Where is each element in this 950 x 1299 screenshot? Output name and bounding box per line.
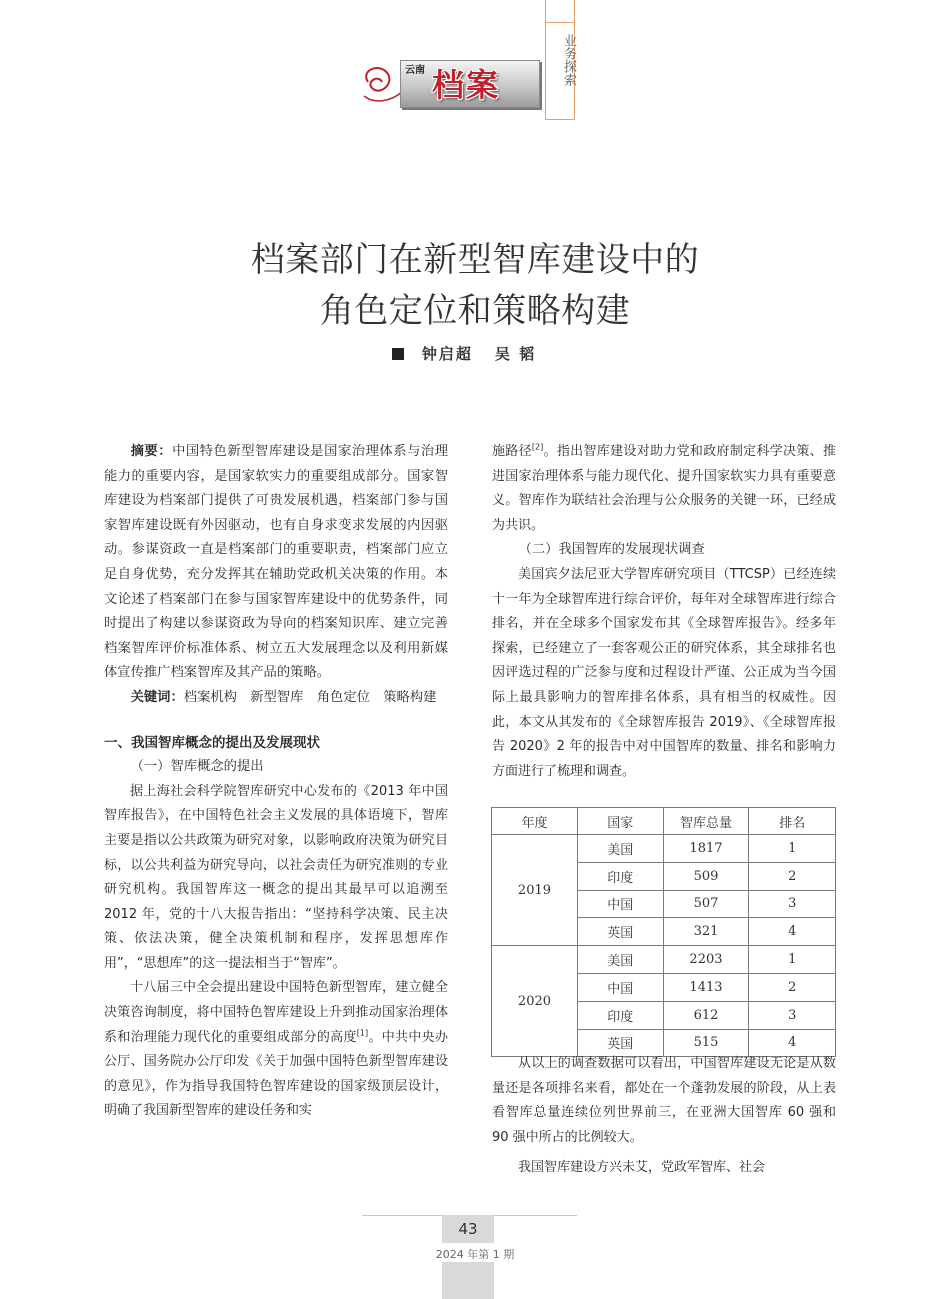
table-row — [492, 946, 836, 974]
keywords-text: 档案机构 新型智库 角色定位 策略构建 — [183, 689, 437, 705]
body-paragraph: 美国宾夕法尼亚大学智库研究项目（TTCSP）已经连续十一年为全球智库进行综合评价，每年对全球智库进行综合排名，并在全球多个国家发布其《全球智库报告》。经多年探索，已经建立了一套客观公正的研究体系，其全球排名也因评选过程的广泛参与度和过程设计严谨、公正成为当今国际上最具影响力的智库排名体系，具有相当的权威性。因此，本文从其发布的《全球智库报告 2019》、《全球智库报告 2020》2 年的报告中对中国智库的数量、排名和影响力方面进行了梳理和调查。 — [492, 566, 836, 779]
rank-cell: 1 — [749, 835, 836, 863]
body-text: 。中共中央办公厅、国务院办公厅印发《关于加强中国特色新型智库建设的意见》，作为指导我国特色智库建设的国家级顶层设计，明确了我国新型智库的建设任务和实 — [104, 1029, 448, 1119]
rank-cell: 3 — [749, 1001, 836, 1029]
body-text: 施路径 — [492, 444, 532, 459]
table-header-cell: 国家 — [577, 808, 663, 835]
total-cell: 1413 — [663, 973, 749, 1001]
abstract — [104, 440, 448, 686]
rank-cell: 4 — [749, 918, 836, 946]
country-cell: 美国 — [577, 946, 663, 974]
rank-cell: 3 — [749, 890, 836, 918]
country-cell: 印度 — [577, 1001, 663, 1029]
abstract-text: 中国特色新型智库建设是国家治理体系与治理能力的重要内容，是国家软实力的重要组成部分。国家智库建设为档案部门提供了可贵发展机遇，档案部门参与国家智库建设既有外因驱动，也有自身求变求发展的内因驱动。参谋资政一直是档案部门的重要职责，档案部门应立足自身优势，充分发挥其在辅助党政机关决策的作用。本文论述了档案部门在参与国家智库建设中的优势条件，同时提出了构建以参谋资政为导向的档案知识库、建立完善档案智库评价标准体系、树立五大发展理念以及利用新媒体宣传推广档案智库及其产品的策略。 — [104, 444, 449, 681]
section-tab — [545, 0, 575, 120]
body-paragraph — [492, 440, 836, 538]
rank-cell: 1 — [749, 946, 836, 974]
body-text: 十八届三中全会提出建设中国特色新型智库，建立健全决策咨询制度，将中国特色智库建设上升到推动国家治理体系和治理能力现代化的重要组成部分的高度 — [104, 980, 448, 1045]
author-line — [0, 343, 950, 364]
body-paragraph: 从以上的调查数据可以看出，中国智库建设无论是从数量还是各项排名来看，都处在一个蓬勃发展的阶段，从上表看智库总量连续位列世界前三，在亚洲大国智库 60 强和 90 强中所占的比例较大。 — [492, 1056, 836, 1145]
article-title-line2: 角色定位和策略构建 — [319, 291, 631, 331]
think-tank-table — [491, 807, 836, 1057]
logo-title-text: 档案 — [432, 66, 501, 104]
citation-ref: [1] — [356, 1028, 369, 1038]
rank-cell: 2 — [749, 973, 836, 1001]
body-text: 。指出智库建设对助力党和政府制定科学决策、推进国家治理体系与能力现代化、提升国家软实力具有重要意义。智库作为联结社会治理与公众服务的关键一环，已经成为共识。 — [492, 444, 836, 533]
issue-label: 2024 年第 1 期 — [435, 1248, 515, 1261]
square-bullet-icon — [392, 348, 404, 360]
year-cell: 2019 — [492, 835, 578, 946]
right-column-continued — [492, 1052, 836, 1181]
year-cell: 2020 — [492, 946, 578, 1057]
total-cell: 1817 — [663, 835, 749, 863]
country-cell: 英国 — [577, 1029, 663, 1057]
article-title-line1: 档案部门在新型智库建设中的 — [250, 240, 700, 280]
body-paragraph: 我国智库建设方兴未艾，党政军智库、社会 — [518, 1160, 766, 1176]
total-cell: 612 — [663, 1001, 749, 1029]
table-header-cell: 智库总量 — [663, 808, 749, 835]
left-column — [104, 440, 448, 1124]
table-header-row — [492, 808, 836, 835]
subsection-heading: （二）我国智库的发展现状调查 — [518, 542, 705, 558]
abstract-label: 摘要： — [130, 444, 173, 459]
country-cell: 英国 — [577, 918, 663, 946]
author-name: 吴 韬 — [494, 345, 537, 363]
section-tab-divider — [546, 22, 574, 23]
table-header-cell: 年度 — [492, 808, 578, 835]
country-cell: 印度 — [577, 862, 663, 890]
table-row — [492, 835, 836, 863]
country-cell: 美国 — [577, 835, 663, 863]
keywords-label: 关键词： — [130, 689, 184, 705]
section-heading: 一、我国智库概念的提出及发展现状 — [104, 734, 320, 751]
country-cell: 中国 — [577, 973, 663, 1001]
author-name: 钟启超 — [421, 345, 473, 363]
table-header-cell: 排名 — [749, 808, 836, 835]
subsection-heading: （一）智库概念的提出 — [130, 759, 264, 775]
body-paragraph: 据上海社会科学院智库研究中心发布的《2013 年中国智库报告》，在中国特色社会主义发展的具体语境下，智库主要是指以公共政策为研究对象，以影响政府决策为研究目标，以公共利益为研究导向，以社会责任为研究准则的专业研究机构。我国智库这一概念的提出其最早可以追溯至2012 年，党的十八大报告指出：“坚持科学决策、民主决策、依法决策，健全决策机制和程序，发挥思想库作用”，“思想库”的这一提法相当于“智库”。 — [104, 783, 448, 971]
body-paragraph — [104, 976, 448, 1124]
right-column — [492, 440, 836, 784]
rank-cell: 2 — [749, 862, 836, 890]
country-cell: 中国 — [577, 890, 663, 918]
journal-logo — [360, 52, 540, 110]
total-cell: 509 — [663, 862, 749, 890]
page-number: 43 — [442, 1215, 494, 1243]
rank-cell: 4 — [749, 1029, 836, 1057]
total-cell: 2203 — [663, 946, 749, 974]
total-cell: 515 — [663, 1029, 749, 1057]
footer-bar — [442, 1262, 494, 1299]
total-cell: 321 — [663, 918, 749, 946]
section-label: 业务探索 — [561, 34, 576, 86]
citation-ref: [2] — [531, 442, 544, 452]
total-cell: 507 — [663, 890, 749, 918]
keywords — [104, 686, 448, 711]
logo-province-text: 云南 — [405, 65, 425, 76]
